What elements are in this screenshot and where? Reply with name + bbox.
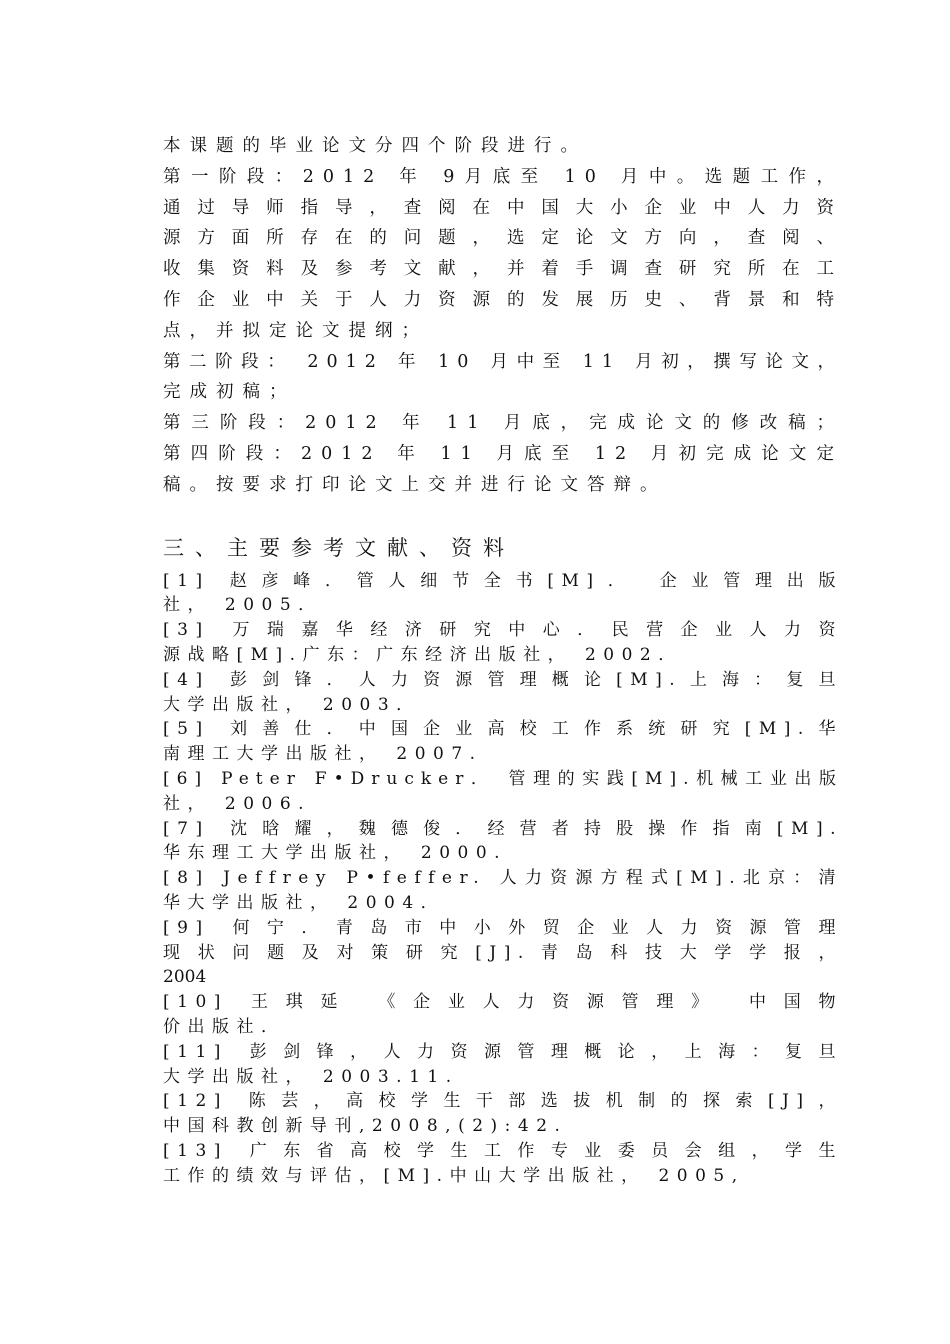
reference-line: 大学出版社， 2003． — [163, 694, 421, 715]
reference-line: 现状问题及对策研究[J].青岛科技大学学报， — [163, 942, 843, 963]
reference-line: [13] 广东省高校学生工作专业委员会组，学生 — [163, 1140, 843, 1161]
text-line: 源方面所存在的问题，选定论文方向，查阅、 — [163, 228, 843, 249]
reference-line: [12] 陈芸，高校学生干部选拔机制的探索[J]， — [163, 1091, 843, 1112]
text-line: 收集资料及参考文献，并着手调查研究所在工 — [163, 259, 843, 280]
reference-line: 大学出版社， 2003.11. — [163, 1066, 459, 1087]
reference-line: [11] 彭剑锋，人力资源管理概论，上海：复旦 — [163, 1041, 843, 1062]
text-line: 完成初稿； — [163, 382, 296, 403]
reference-line: 2004 — [163, 967, 207, 988]
reference-line: [5] 刘善仕．中国企业高校工作系统研究[M].华 — [163, 719, 843, 740]
reference-line: 源战略[M].广东：广东经济出版社， 2002． — [163, 644, 683, 665]
reference-line: 社， 2006. — [163, 793, 312, 814]
text-line: 作企业中关于人力资源的发展历史、背景和特 — [163, 289, 843, 310]
reference-line: [8] Jeffrey P•feffer. 人力资源方程式[M].北京：清 — [163, 868, 843, 889]
reference-line: 南理工大学出版社， 2007. — [163, 744, 483, 765]
document-page — [163, 131, 843, 1188]
reference-line: 社， 2005． — [163, 595, 323, 616]
reference-line: [10] 王琪延 《企业人力资源管理》 中国物 — [163, 992, 843, 1013]
text-line: 第三阶段：2012 年 11 月底，完成论文的修改稿； — [163, 413, 843, 434]
text-line: 第四阶段：2012 年 11 月底至 12 月初完成论文定 — [163, 443, 843, 464]
section-heading: 三、主要参考文献、资料 — [163, 535, 515, 560]
reference-line: 中国科教创新导刊,2008,(2):42. — [163, 1116, 568, 1137]
text-line: 本课题的毕业论文分四个阶段进行。 — [163, 136, 587, 156]
reference-line: [7] 沈晗耀，魏德俊．经营者持股操作指南[M]. — [163, 818, 843, 839]
reference-line: 工作的绩效与评估，[M].中山大学出版社， 2005, — [163, 1165, 745, 1186]
body-paragraph — [163, 131, 843, 501]
reference-line: [4] 彭剑锋．人力资源管理概论[M].上海：复旦 — [163, 669, 843, 690]
reference-line: [1] 赵彦峰．管人细节全书[M]． 企业管理出版 — [163, 570, 843, 591]
reference-line: 华东理工大学出版社， 2000. — [163, 843, 508, 864]
reference-line: 华大学出版社， 2004． — [163, 892, 446, 913]
text-line: 点，并拟定论文提纲； — [163, 320, 428, 341]
reference-line: [3] 万瑞嘉华经济研究中心．民营企业人力资 — [163, 620, 843, 641]
text-line: 通过导师指导，查阅在中国大小企业中人力资 — [163, 197, 843, 218]
reference-line: [9] 何宁．青岛市中小外贸企业人力资源管理 — [163, 917, 843, 938]
text-line: 第二阶段： 2012 年 10 月中至 11 月初，撰写论文， — [163, 351, 843, 372]
reference-line: [6] Peter F•Drucker． 管理的实践[M].机械工业出版 — [163, 768, 843, 789]
text-line: 第一阶段：2012 年 9月底至 10 月中。选题工作， — [163, 166, 843, 187]
text-line: 稿。按要求打印论文上交并进行论文答辩。 — [163, 474, 667, 495]
reference-list — [163, 569, 843, 1189]
reference-line: 价出版社． — [163, 1016, 286, 1037]
